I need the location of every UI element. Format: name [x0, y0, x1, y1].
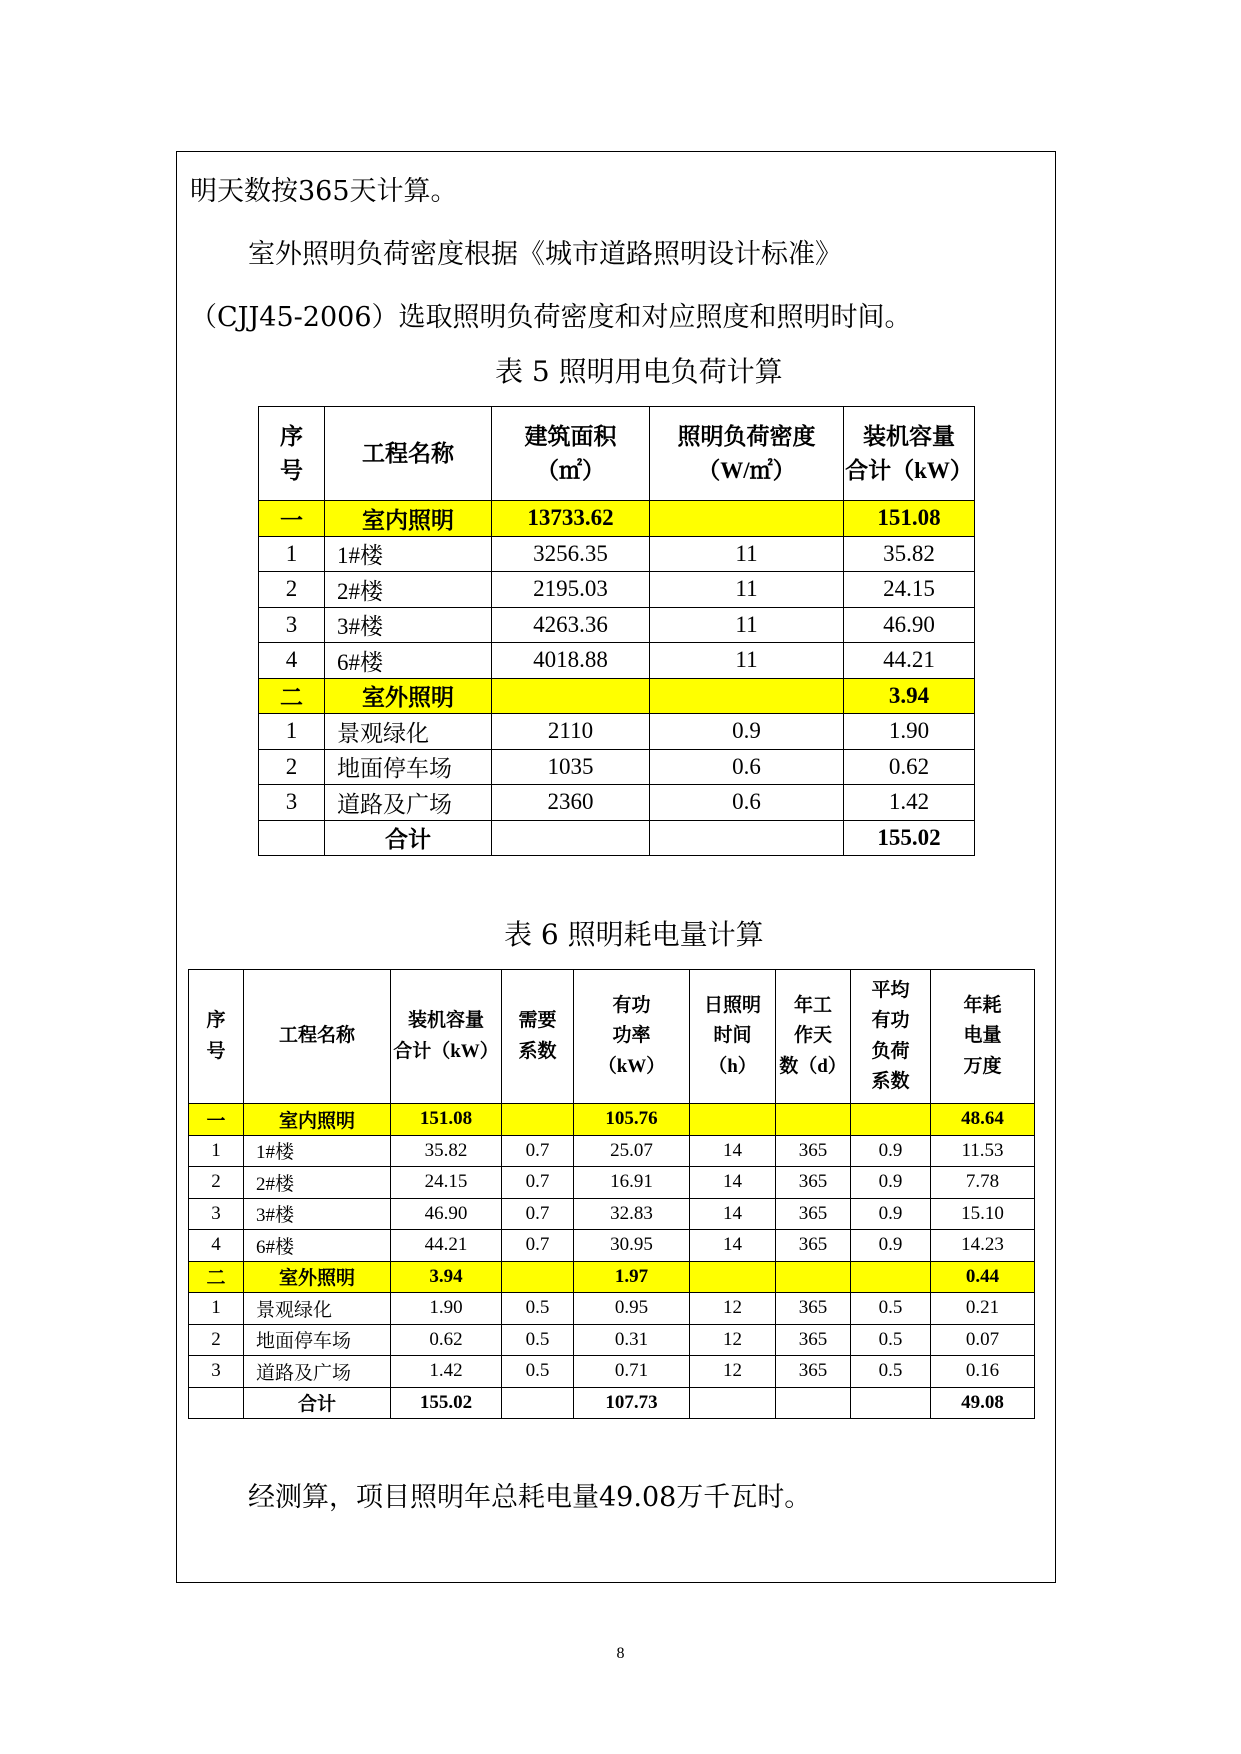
table-lighting-load [258, 406, 975, 856]
paragraph-line-2: 室外照明负荷密度根据《城市道路照明设计标准》 [248, 239, 842, 270]
table5-cell: 一 [259, 501, 325, 537]
table6-cell [851, 1104, 931, 1136]
table6-header-cell: 年耗 电量 万度 [931, 970, 1035, 1104]
table6-header-cell: 平均 有功 负荷 系数 [851, 970, 931, 1104]
table5-cell [650, 678, 844, 714]
table5-cell: 3#楼 [325, 607, 492, 643]
table6-cell: 365 [776, 1198, 851, 1230]
table5-cell: 2 [259, 749, 325, 785]
table5-cell: 2 [259, 572, 325, 608]
table6-cell: 0.07 [931, 1324, 1035, 1356]
table6-cell: 0.7 [502, 1167, 574, 1199]
table6-cell: 12 [690, 1324, 776, 1356]
table6-cell: 1#楼 [244, 1135, 391, 1167]
table6-cell [189, 1387, 244, 1419]
table5-cell: 2110 [492, 714, 650, 750]
table5-cell: 4 [259, 643, 325, 679]
table6-cell: 365 [776, 1167, 851, 1199]
table6-cell: 景观绿化 [244, 1293, 391, 1325]
table5-cell: 2#楼 [325, 572, 492, 608]
table6-cell [851, 1261, 931, 1293]
table5-cell: 室内照明 [325, 501, 492, 537]
table5-cell: 24.15 [844, 572, 975, 608]
table6-body [189, 970, 1035, 1419]
table5-cell: 景观绿化 [325, 714, 492, 750]
table6-cell [690, 1104, 776, 1136]
table6-cell: 2 [189, 1167, 244, 1199]
paragraph-line-3: （CJJ45-2006）选取照明负荷密度和对应照度和照明时间。 [190, 302, 912, 333]
table6-cell: 1 [189, 1135, 244, 1167]
table6-cell: 2 [189, 1324, 244, 1356]
table5-cell: 35.82 [844, 536, 975, 572]
table6-caption: 表 6 照明耗电量计算 [504, 918, 764, 951]
table6-header-cell: 工程名称 [244, 970, 391, 1104]
table6-cell: 0.7 [502, 1198, 574, 1230]
table5-cell [492, 820, 650, 856]
table6-cell: 44.21 [391, 1230, 502, 1262]
table6-cell: 11.53 [931, 1135, 1035, 1167]
table5-cell: 11 [650, 536, 844, 572]
table6-cell: 14 [690, 1198, 776, 1230]
table6-cell: 7.78 [931, 1167, 1035, 1199]
table6-cell: 3.94 [391, 1261, 502, 1293]
table6-cell: 0.95 [574, 1293, 690, 1325]
table6-cell [502, 1104, 574, 1136]
table5-cell: 44.21 [844, 643, 975, 679]
table6-cell: 室外照明 [244, 1261, 391, 1293]
table5-cell: 0.6 [650, 785, 844, 821]
table6-cell [502, 1261, 574, 1293]
table6-cell: 3#楼 [244, 1198, 391, 1230]
table6-cell: 46.90 [391, 1198, 502, 1230]
table5-cell: 道路及广场 [325, 785, 492, 821]
table6-cell: 0.5 [851, 1293, 931, 1325]
table5-cell: 1035 [492, 749, 650, 785]
table6-cell: 一 [189, 1104, 244, 1136]
table5-cell: 6#楼 [325, 643, 492, 679]
table5-item-row [259, 785, 975, 821]
table6-cell [502, 1387, 574, 1419]
table5-header-cell: 序 号 [259, 407, 325, 501]
table6-total-row [189, 1387, 1035, 1419]
table6-cell: 室内照明 [244, 1104, 391, 1136]
table6-cell: 道路及广场 [244, 1356, 391, 1388]
table6-cell: 0.5 [502, 1324, 574, 1356]
table5-cell: 1.42 [844, 785, 975, 821]
table6-cell: 151.08 [391, 1104, 502, 1136]
table5-cell: 地面停车场 [325, 749, 492, 785]
table5-cell: 室外照明 [325, 678, 492, 714]
table6-cell: 15.10 [931, 1198, 1035, 1230]
table5-header-cell: 建筑面积 （㎡） [492, 407, 650, 501]
paragraph-line-1: 明天数按365天计算。 [190, 176, 458, 207]
table6-cell: 0.9 [851, 1167, 931, 1199]
table6-cell: 1 [189, 1293, 244, 1325]
table5-cell: 2360 [492, 785, 650, 821]
table6-cell: 0.5 [851, 1356, 931, 1388]
table6-header-cell: 装机容量 合计（kW） [391, 970, 502, 1104]
table6-cell: 14.23 [931, 1230, 1035, 1262]
table5-cell [492, 678, 650, 714]
table5-cell: 1 [259, 536, 325, 572]
table6-cell: 0.9 [851, 1198, 931, 1230]
table5-cell: 4263.36 [492, 607, 650, 643]
table5-cell: 151.08 [844, 501, 975, 537]
table5-cell: 46.90 [844, 607, 975, 643]
table6-cell: 2#楼 [244, 1167, 391, 1199]
table6-cell: 49.08 [931, 1387, 1035, 1419]
table5-header-cell: 装机容量 合计（kW） [844, 407, 975, 501]
table6-item-row [189, 1198, 1035, 1230]
table6-cell: 16.91 [574, 1167, 690, 1199]
table5-item-row [259, 749, 975, 785]
table6-header-cell: 日照明 时间 （h） [690, 970, 776, 1104]
table6-item-row [189, 1293, 1035, 1325]
table5-total-row [259, 820, 975, 856]
table5-cell: 11 [650, 572, 844, 608]
table5-body [259, 407, 975, 856]
table5-item-row [259, 572, 975, 608]
table6-cell: 35.82 [391, 1135, 502, 1167]
table6-cell: 14 [690, 1167, 776, 1199]
table5-cell: 1.90 [844, 714, 975, 750]
table5-cell: 0.9 [650, 714, 844, 750]
table-lighting-energy [188, 969, 1035, 1419]
table6-cell: 48.64 [931, 1104, 1035, 1136]
table5-cell: 11 [650, 643, 844, 679]
table5-cell: 155.02 [844, 820, 975, 856]
table6-cell: 14 [690, 1230, 776, 1262]
table6-cell: 0.21 [931, 1293, 1035, 1325]
table5-cell: 0.6 [650, 749, 844, 785]
table6-cell: 0.9 [851, 1230, 931, 1262]
table6-cell: 3 [189, 1356, 244, 1388]
table5-cell: 2195.03 [492, 572, 650, 608]
table5-header-row [259, 407, 975, 501]
table6-cell: 14 [690, 1135, 776, 1167]
table6-header-cell: 需要 系数 [502, 970, 574, 1104]
table6-cell [851, 1387, 931, 1419]
table6-cell: 6#楼 [244, 1230, 391, 1262]
table6-cell: 30.95 [574, 1230, 690, 1262]
table6-header-cell: 有功 功率 （kW） [574, 970, 690, 1104]
table5-cell: 4018.88 [492, 643, 650, 679]
table6-cell: 0.31 [574, 1324, 690, 1356]
table6-cell: 365 [776, 1293, 851, 1325]
table6-cell [690, 1387, 776, 1419]
table6-cell [776, 1104, 851, 1136]
table6-header-cell: 年工 作天 数（d） [776, 970, 851, 1104]
table5-cell: 合计 [325, 820, 492, 856]
table6-cell [776, 1387, 851, 1419]
table6-cell: 12 [690, 1356, 776, 1388]
table5-header-cell: 工程名称 [325, 407, 492, 501]
table6-cell: 365 [776, 1135, 851, 1167]
table6-cell: 1.90 [391, 1293, 502, 1325]
table5-cell: 1#楼 [325, 536, 492, 572]
table6-cell: 32.83 [574, 1198, 690, 1230]
table6-cell: 105.76 [574, 1104, 690, 1136]
table6-section-row [189, 1261, 1035, 1293]
table6-cell: 365 [776, 1324, 851, 1356]
table5-cell: 11 [650, 607, 844, 643]
table5-cell: 二 [259, 678, 325, 714]
table6-cell: 合计 [244, 1387, 391, 1419]
table6-cell: 365 [776, 1356, 851, 1388]
table5-cell [650, 820, 844, 856]
table5-cell: 3.94 [844, 678, 975, 714]
table5-cell: 0.62 [844, 749, 975, 785]
table6-cell: 0.5 [502, 1293, 574, 1325]
table5-cell: 3256.35 [492, 536, 650, 572]
table6-cell: 3 [189, 1198, 244, 1230]
table6-cell: 0.5 [851, 1324, 931, 1356]
table6-cell: 0.62 [391, 1324, 502, 1356]
table5-item-row [259, 536, 975, 572]
table6-item-row [189, 1135, 1035, 1167]
table6-cell: 365 [776, 1230, 851, 1262]
table6-cell: 0.71 [574, 1356, 690, 1388]
table6-cell [690, 1261, 776, 1293]
table6-item-row [189, 1324, 1035, 1356]
page-number: 8 [616, 1645, 625, 1662]
table5-cell [259, 820, 325, 856]
table5-cell: 3 [259, 785, 325, 821]
table6-cell: 4 [189, 1230, 244, 1262]
table5-cell [650, 501, 844, 537]
table5-section-row [259, 678, 975, 714]
table6-cell: 0.7 [502, 1230, 574, 1262]
table6-item-row [189, 1356, 1035, 1388]
table5-cell: 1 [259, 714, 325, 750]
table6-item-row [189, 1230, 1035, 1262]
table5-cell: 13733.62 [492, 501, 650, 537]
table6-cell: 0.44 [931, 1261, 1035, 1293]
table6-header-cell: 序 号 [189, 970, 244, 1104]
table6-cell: 0.7 [502, 1135, 574, 1167]
table5-item-row [259, 714, 975, 750]
table6-cell: 25.07 [574, 1135, 690, 1167]
table6-item-row [189, 1167, 1035, 1199]
table6-cell: 0.5 [502, 1356, 574, 1388]
table6-cell: 1.97 [574, 1261, 690, 1293]
table5-item-row [259, 607, 975, 643]
table6-cell: 155.02 [391, 1387, 502, 1419]
table6-header-row [189, 970, 1035, 1104]
conclusion-paragraph: 经测算，项目照明年总耗电量49.08万千瓦时。 [248, 1482, 812, 1513]
table5-item-row [259, 643, 975, 679]
table6-section-row [189, 1104, 1035, 1136]
table5-caption: 表 5 照明用电负荷计算 [495, 355, 783, 388]
table6-cell: 107.73 [574, 1387, 690, 1419]
table6-cell: 1.42 [391, 1356, 502, 1388]
table6-cell [776, 1261, 851, 1293]
table6-cell: 24.15 [391, 1167, 502, 1199]
table6-cell: 0.16 [931, 1356, 1035, 1388]
table6-cell: 二 [189, 1261, 244, 1293]
table6-cell: 0.9 [851, 1135, 931, 1167]
table6-cell: 12 [690, 1293, 776, 1325]
table5-section-row [259, 501, 975, 537]
table5-cell: 3 [259, 607, 325, 643]
table6-cell: 地面停车场 [244, 1324, 391, 1356]
table5-header-cell: 照明负荷密度 （W/㎡） [650, 407, 844, 501]
